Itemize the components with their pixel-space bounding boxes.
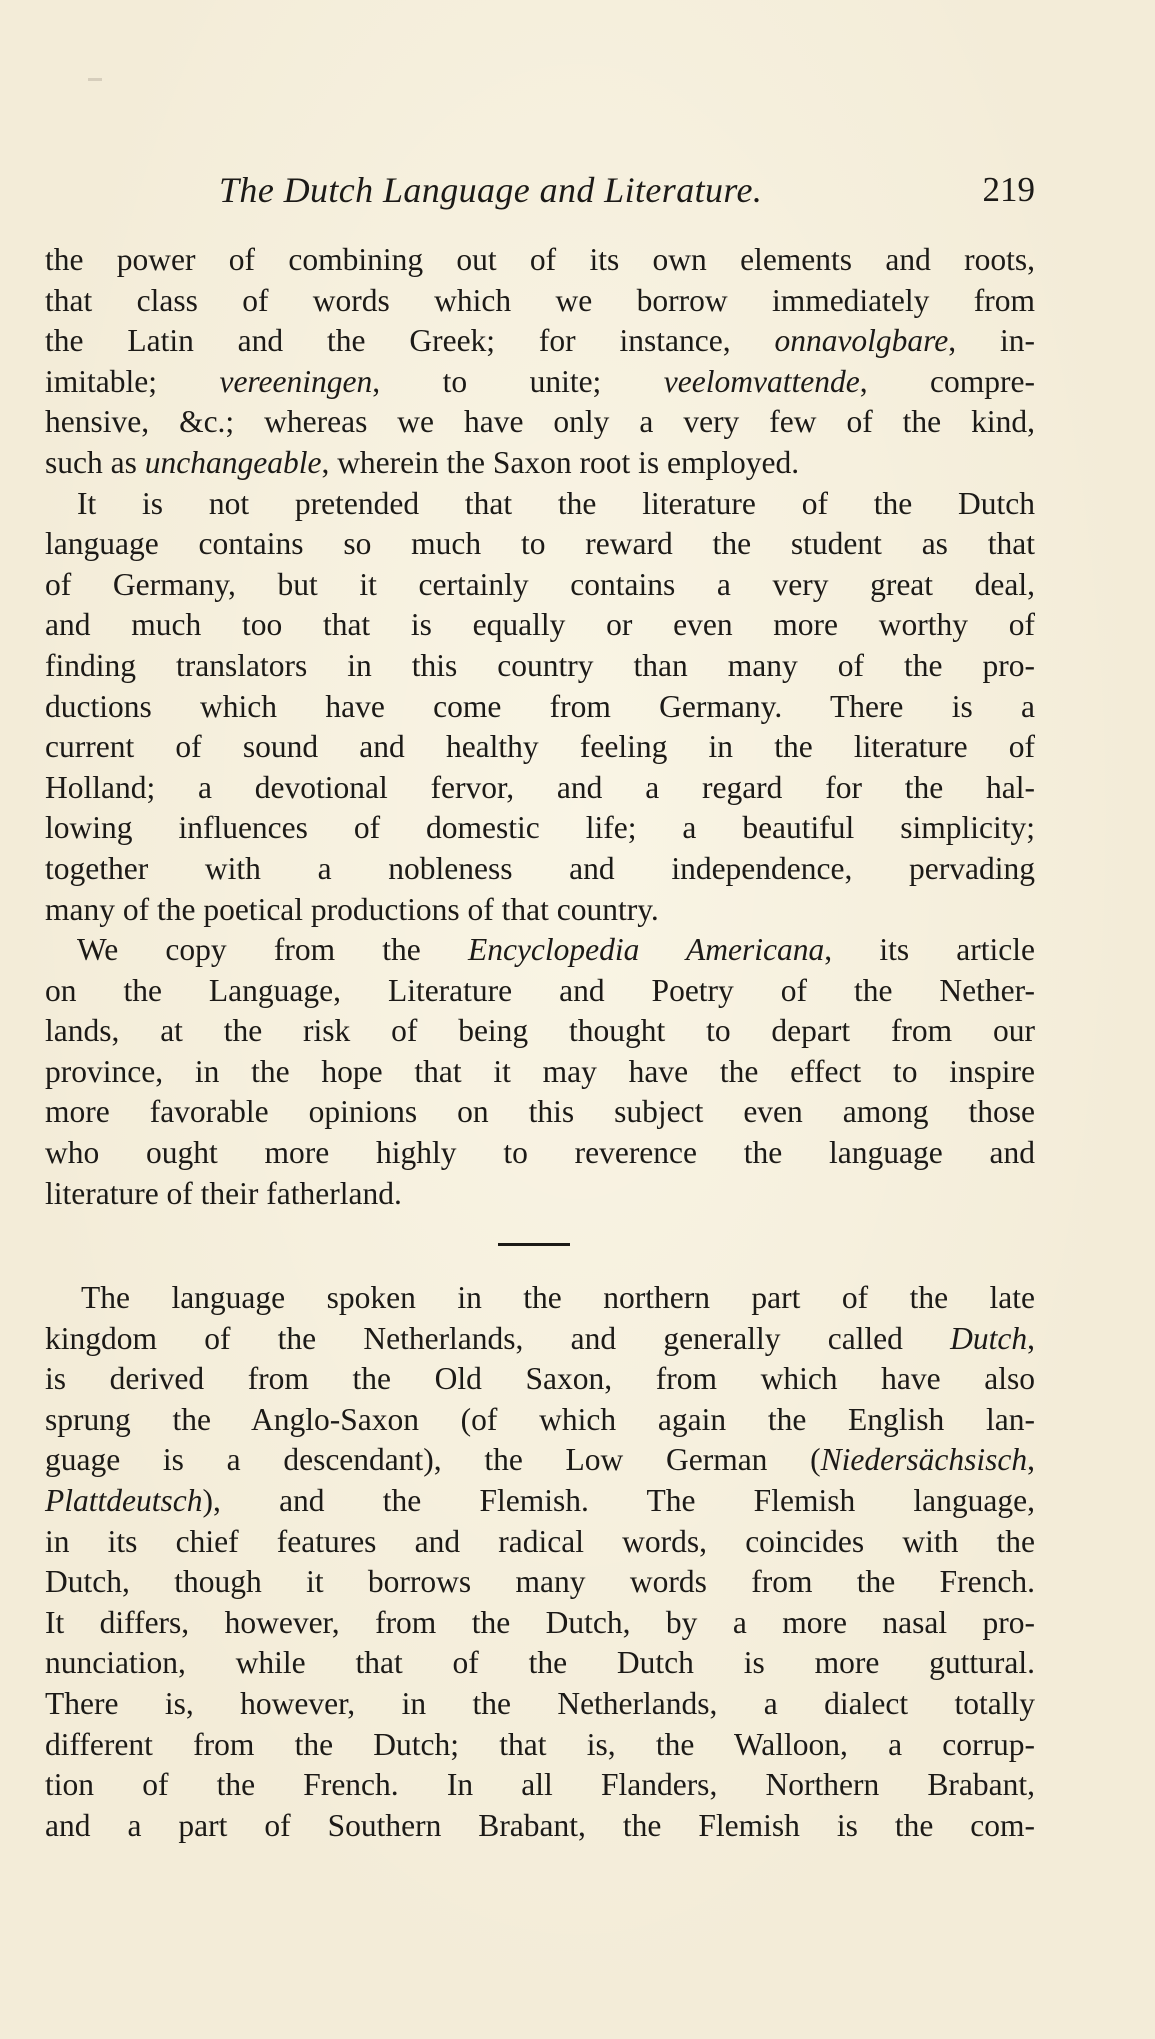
paragraph-start: We copy from the Encyclopedia Americana, its article [77, 932, 1035, 968]
text-line: literature of their fatherland. [45, 1175, 402, 1211]
text-line: on the Language, Literature and Poetry of the Nether- [45, 972, 1035, 1008]
text-line: guage is a descendant), the Low German (Niedersächsisch, [45, 1442, 1035, 1478]
text-line: more favorable opinions on this subject even among those [45, 1094, 1035, 1130]
text-line: together with a nobleness and independence, pervading [45, 850, 1035, 886]
text-line: There is, however, in the Netherlands, a dialect totally [45, 1685, 1035, 1721]
paragraph-start: The language spoken in the northern part of the late [81, 1280, 1035, 1315]
text-line: ductions which have come from Germany. There is a [45, 688, 1035, 724]
text-line: of Germany, but it certainly contains a very great deal, [45, 566, 1035, 602]
text-line: and much too that is equally or even more worthy of [45, 607, 1035, 643]
section-divider [498, 1243, 570, 1246]
body-text-top [45, 240, 1035, 1214]
running-title: The Dutch Language and Literature. [219, 170, 763, 210]
italic-term: Plattdeutsch [45, 1482, 203, 1518]
text-line: many of the poetical productions of that country. [45, 891, 659, 927]
italic-term: Encyclopedia Americana [467, 932, 825, 968]
text-line: that class of words which we borrow immediately from [45, 282, 1035, 318]
text-line: lowing influences of domestic life; a beautiful simplicity; [45, 810, 1035, 846]
text-line: imitable; vereeningen, to unite; veelomvattende, compre- [45, 363, 1035, 399]
text-line: is derived from the Old Saxon, from which have also [45, 1361, 1035, 1397]
text-line: nunciation, while that of the Dutch is more guttural. [45, 1645, 1035, 1681]
text-line: different from the Dutch; that is, the Walloon, a corrup- [45, 1726, 1035, 1762]
italic-term: onnavolgbare [774, 323, 949, 359]
text-line: tion of the French. In all Flanders, Northern Brabant, [45, 1767, 1035, 1803]
text-line: in its chief features and radical words, coincides with the [45, 1523, 1035, 1559]
page-header [45, 164, 1035, 216]
text-line: the power of combining out of its own elements and roots, [45, 242, 1035, 277]
text-line: It differs, however, from the Dutch, by a more nasal pro- [45, 1604, 1035, 1640]
text-line: who ought more highly to reverence the language and [45, 1135, 1035, 1171]
text-line: Dutch, though it borrows many words from the French. [45, 1564, 1035, 1600]
text-line: current of sound and healthy feeling in the literature of [45, 729, 1035, 765]
text-line: such as unchangeable, wherein the Saxon root is employed. [45, 444, 800, 480]
italic-term: Dutch [950, 1320, 1028, 1356]
text-line: hensive, &c.; whereas we have only a very few of the kind, [45, 404, 1035, 440]
text-line: Plattdeutsch), and the Flemish. The Flemish language, [45, 1482, 1035, 1518]
text-line: and a part of Southern Brabant, the Flemish is the com- [45, 1807, 1035, 1843]
text-line: kingdom of the Netherlands, and generally called Dutch, [45, 1320, 1035, 1356]
text-line: province, in the hope that it may have the effect to inspire [45, 1053, 1035, 1089]
page-blemish [88, 78, 102, 81]
text-line: the Latin and the Greek; for instance, onnavolgbare, in- [45, 323, 1035, 359]
text-line: finding translators in this country than many of the pro- [45, 647, 1035, 683]
text-line: sprung the Anglo-Saxon (of which again the English lan- [45, 1401, 1035, 1437]
italic-term: Niedersächsisch [820, 1442, 1028, 1478]
italic-term: veelomvattende [663, 363, 860, 399]
body-text-bottom [45, 1278, 1035, 1846]
text-line: lands, at the risk of being thought to depart from our [45, 1013, 1035, 1049]
text-line: language contains so much to reward the student as that [45, 526, 1035, 562]
italic-term: vereeningen [219, 363, 373, 399]
paragraph-start: It is not pretended that the literature of the Dutch [77, 485, 1035, 521]
italic-term: unchangeable [144, 444, 322, 480]
text-line: Holland; a devotional fervor, and a regard for the hal- [45, 769, 1035, 805]
page-number: 219 [982, 170, 1035, 209]
